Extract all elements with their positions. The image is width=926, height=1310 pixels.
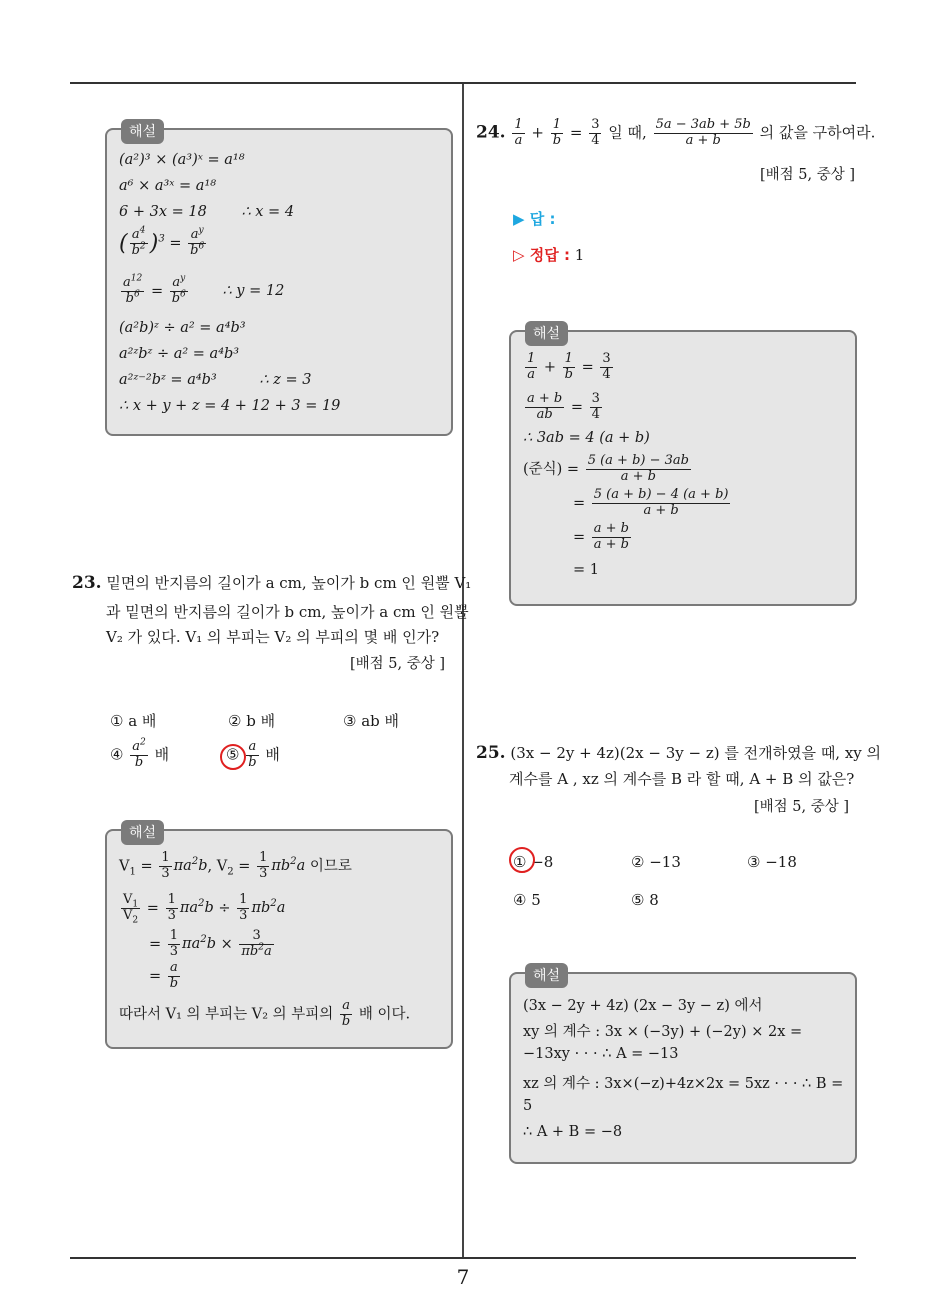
q24-score: [배점 5, 중상 ] xyxy=(760,167,856,183)
sol22-line3-eq: 6 + 3x = 18 xyxy=(119,204,207,220)
sol22-line2: a⁶ × a³ˣ = a¹⁸ xyxy=(119,178,217,194)
q23-choice-4-unit: 배 xyxy=(154,745,170,764)
solution-tag: 해설 xyxy=(121,820,164,845)
q23-choice-4[interactable]: ④ $\frac{a^2}{b}$ 배 xyxy=(110,737,170,770)
sol23-line5-end: 배 이다. xyxy=(358,1006,411,1023)
sol24-line1: $\frac{1}{a}$ + $\frac{1}{b}$ = $\frac{3}{4}$ xyxy=(527,351,611,382)
q25-choice-2[interactable]: ② −13 xyxy=(631,853,681,871)
solution-box-23 xyxy=(105,825,453,1049)
q25-choice-5[interactable]: ⑤ 8 xyxy=(631,891,659,909)
sol24-line4: (준식) = $\frac{5 (a + b) - 3ab}{a + b}$ xyxy=(523,453,689,484)
q24-correct-value: 1 xyxy=(574,246,585,264)
q23-score: [배점 5, 중상 ] xyxy=(350,656,446,672)
q23-choice-4-num: ④ xyxy=(110,745,124,764)
q23-text-1: 밑면의 반지름의 길이가 a cm, 높이가 b cm 인 원뿔 V₁ xyxy=(106,574,472,592)
q24-number: 24. xyxy=(476,122,506,143)
sol24-line2: $\frac{a + b}{ab}$ = $\frac{3}{4}$ xyxy=(527,391,600,422)
q25-score: [배점 5, 중상 ] xyxy=(754,799,850,815)
q25-choice-3[interactable]: ③ −18 xyxy=(747,853,797,871)
sol22-line1: (a²)³ × (a³)ˣ = a¹⁸ xyxy=(119,152,245,168)
sol23-line3: = $\frac{1}{3}$ $\pi a^2b$ × $\frac{3}{\pi b^2a}$ xyxy=(149,928,272,959)
q23-choice-2[interactable]: ② b 배 xyxy=(228,712,276,730)
sol22-line8-result: ∴ z = 3 xyxy=(259,372,312,388)
solution-tag: 해설 xyxy=(525,321,568,346)
q23-line2: 과 밑면의 반지름의 길이가 b cm, 높이가 a cm 인 원뿔 xyxy=(106,603,469,621)
sol25-line4: xz 의 계수 : 3x×(−z)+4z×2x = 5xz · · · ∴ B = xyxy=(523,1076,844,1092)
sol23-line1: $V_1$ = $\frac{1}{3}$ $\pi a^2b$, $V_2$ = $\frac{1}{3}$ $\pi b^2a$ 이므로 xyxy=(119,850,352,881)
q23-choice-1[interactable]: ① a 배 xyxy=(110,712,157,730)
sol25-line1: (3x − 2y + 4z) (2x − 3y − z) 에서 xyxy=(523,998,763,1014)
q23-choice-3[interactable]: ③ ab 배 xyxy=(343,712,400,730)
sol22-line3 xyxy=(119,204,294,220)
sol25-line3: −13xy · · · ∴ A = −13 xyxy=(523,1046,679,1062)
sol22-line7: a²ᶻbᶻ ÷ a² = a⁴b³ xyxy=(119,346,240,362)
sol23-line5-text: 따라서 V₁ 의 부피는 V₂ 의 부피의 xyxy=(119,1006,334,1023)
sol24-line6: = $\frac{a + b}{a + b}$ xyxy=(573,521,629,552)
sol22-line8-eq: a²ᶻ⁻²bᶻ = a⁴b³ xyxy=(119,372,217,388)
q23-choice-5[interactable]: ⑤ $\frac{a}{b}$ 배 xyxy=(226,739,280,770)
q24-mid-text: 일 때, xyxy=(608,123,647,142)
solution-box-22 xyxy=(105,124,453,436)
sol22-line5-result: ∴ y = 12 xyxy=(222,283,285,300)
q24-correct-label: ▷ 정답 : xyxy=(513,246,570,264)
q24-line1: 24. $\frac{1}{a}$ + $\frac{1}{b}$ = $\frac{3}{4}$ 일 때, $\frac{5a - 3ab + 5b}{a + b}$ 의 값을 구하여라. xyxy=(476,117,876,148)
sol24-line5: = $\frac{5 (a + b) - 4 (a + b)}{a + b}$ xyxy=(573,487,729,518)
sol22-line4: ( $\frac{a^4}{b^2}$ )$^3$ = $\frac{a^y}{b^6}$ xyxy=(119,225,205,258)
sol23-line5: 따라서 V₁ 의 부피는 V₂ 의 부피의 $\frac{a}{b}$ 배 이다. xyxy=(119,998,411,1029)
q23-choice-5-num: ⑤ xyxy=(226,745,240,764)
solution-tag: 해설 xyxy=(121,119,164,144)
q25-choice-4[interactable]: ④ 5 xyxy=(513,891,541,909)
sol22-line3-result: ∴ x = 4 xyxy=(241,204,295,220)
solution-box-25 xyxy=(509,968,857,1164)
solution-box-24 xyxy=(509,326,857,606)
sol22-line6: (a²b)ᶻ ÷ a² = a⁴b³ xyxy=(119,320,246,336)
answer-mark-circle-25 xyxy=(509,847,535,873)
q24-answer-row xyxy=(513,208,555,229)
sol23-line4: = $\frac{a}{b}$ xyxy=(149,960,179,991)
sol22-line9: ∴ x + y + z = 4 + 12 + 3 = 19 xyxy=(119,398,341,414)
sol24-label: (준식) xyxy=(523,461,563,478)
q25-line2: 계수를 A , xz 의 계수를 B 라 할 때, A + B 의 값은? xyxy=(509,770,855,788)
column-divider xyxy=(462,84,464,1257)
sol25-line6: ∴ A + B = −8 xyxy=(523,1124,623,1140)
sol24-line3: ∴ 3ab = 4 (a + b) xyxy=(523,430,650,446)
sol22-line8 xyxy=(119,372,311,388)
sol23-line2: $\frac{V_1}{V_2}$ = $\frac{1}{3}$ $\pi a^2b$ ÷ $\frac{1}{3}$ $\pi b^2a$ xyxy=(123,892,286,926)
q23-line1 xyxy=(72,572,471,593)
sol25-line2: xy 의 계수 : 3x × (−3y) + (−2y) × 2x = xyxy=(523,1024,803,1040)
sol25-line5: 5 xyxy=(523,1098,533,1114)
q25-number: 25. xyxy=(476,743,506,763)
q25-text-1: (3x − 2y + 4z)(2x − 3y − z) 를 전개하였을 때, xy 의 xyxy=(510,744,882,762)
q24-answer-label: ▶ 답 : xyxy=(513,210,556,228)
q23-number: 23. xyxy=(72,573,102,593)
q25-line1 xyxy=(476,742,881,763)
q23-choice-5-unit: 배 xyxy=(265,745,280,764)
q25-choice-1[interactable]: ① −8 xyxy=(513,853,554,871)
solution-tag: 해설 xyxy=(525,963,568,988)
page-number: 7 xyxy=(456,1265,470,1289)
q24-correct-row xyxy=(513,244,584,265)
bottom-rule xyxy=(70,1257,856,1259)
q23-line3: V₂ 가 있다. V₁ 의 부피는 V₂ 의 부피의 몇 배 인가? xyxy=(106,628,440,646)
answer-mark-circle-23 xyxy=(220,744,246,770)
sol22-line5: $\frac{a^{12}}{b^6}$ = $\frac{a^y}{b^6}$ ∴ y = 12 xyxy=(123,273,285,306)
sol24-line7: = 1 xyxy=(573,562,599,578)
q24-tail-text: 의 값을 구하여라. xyxy=(759,123,876,142)
